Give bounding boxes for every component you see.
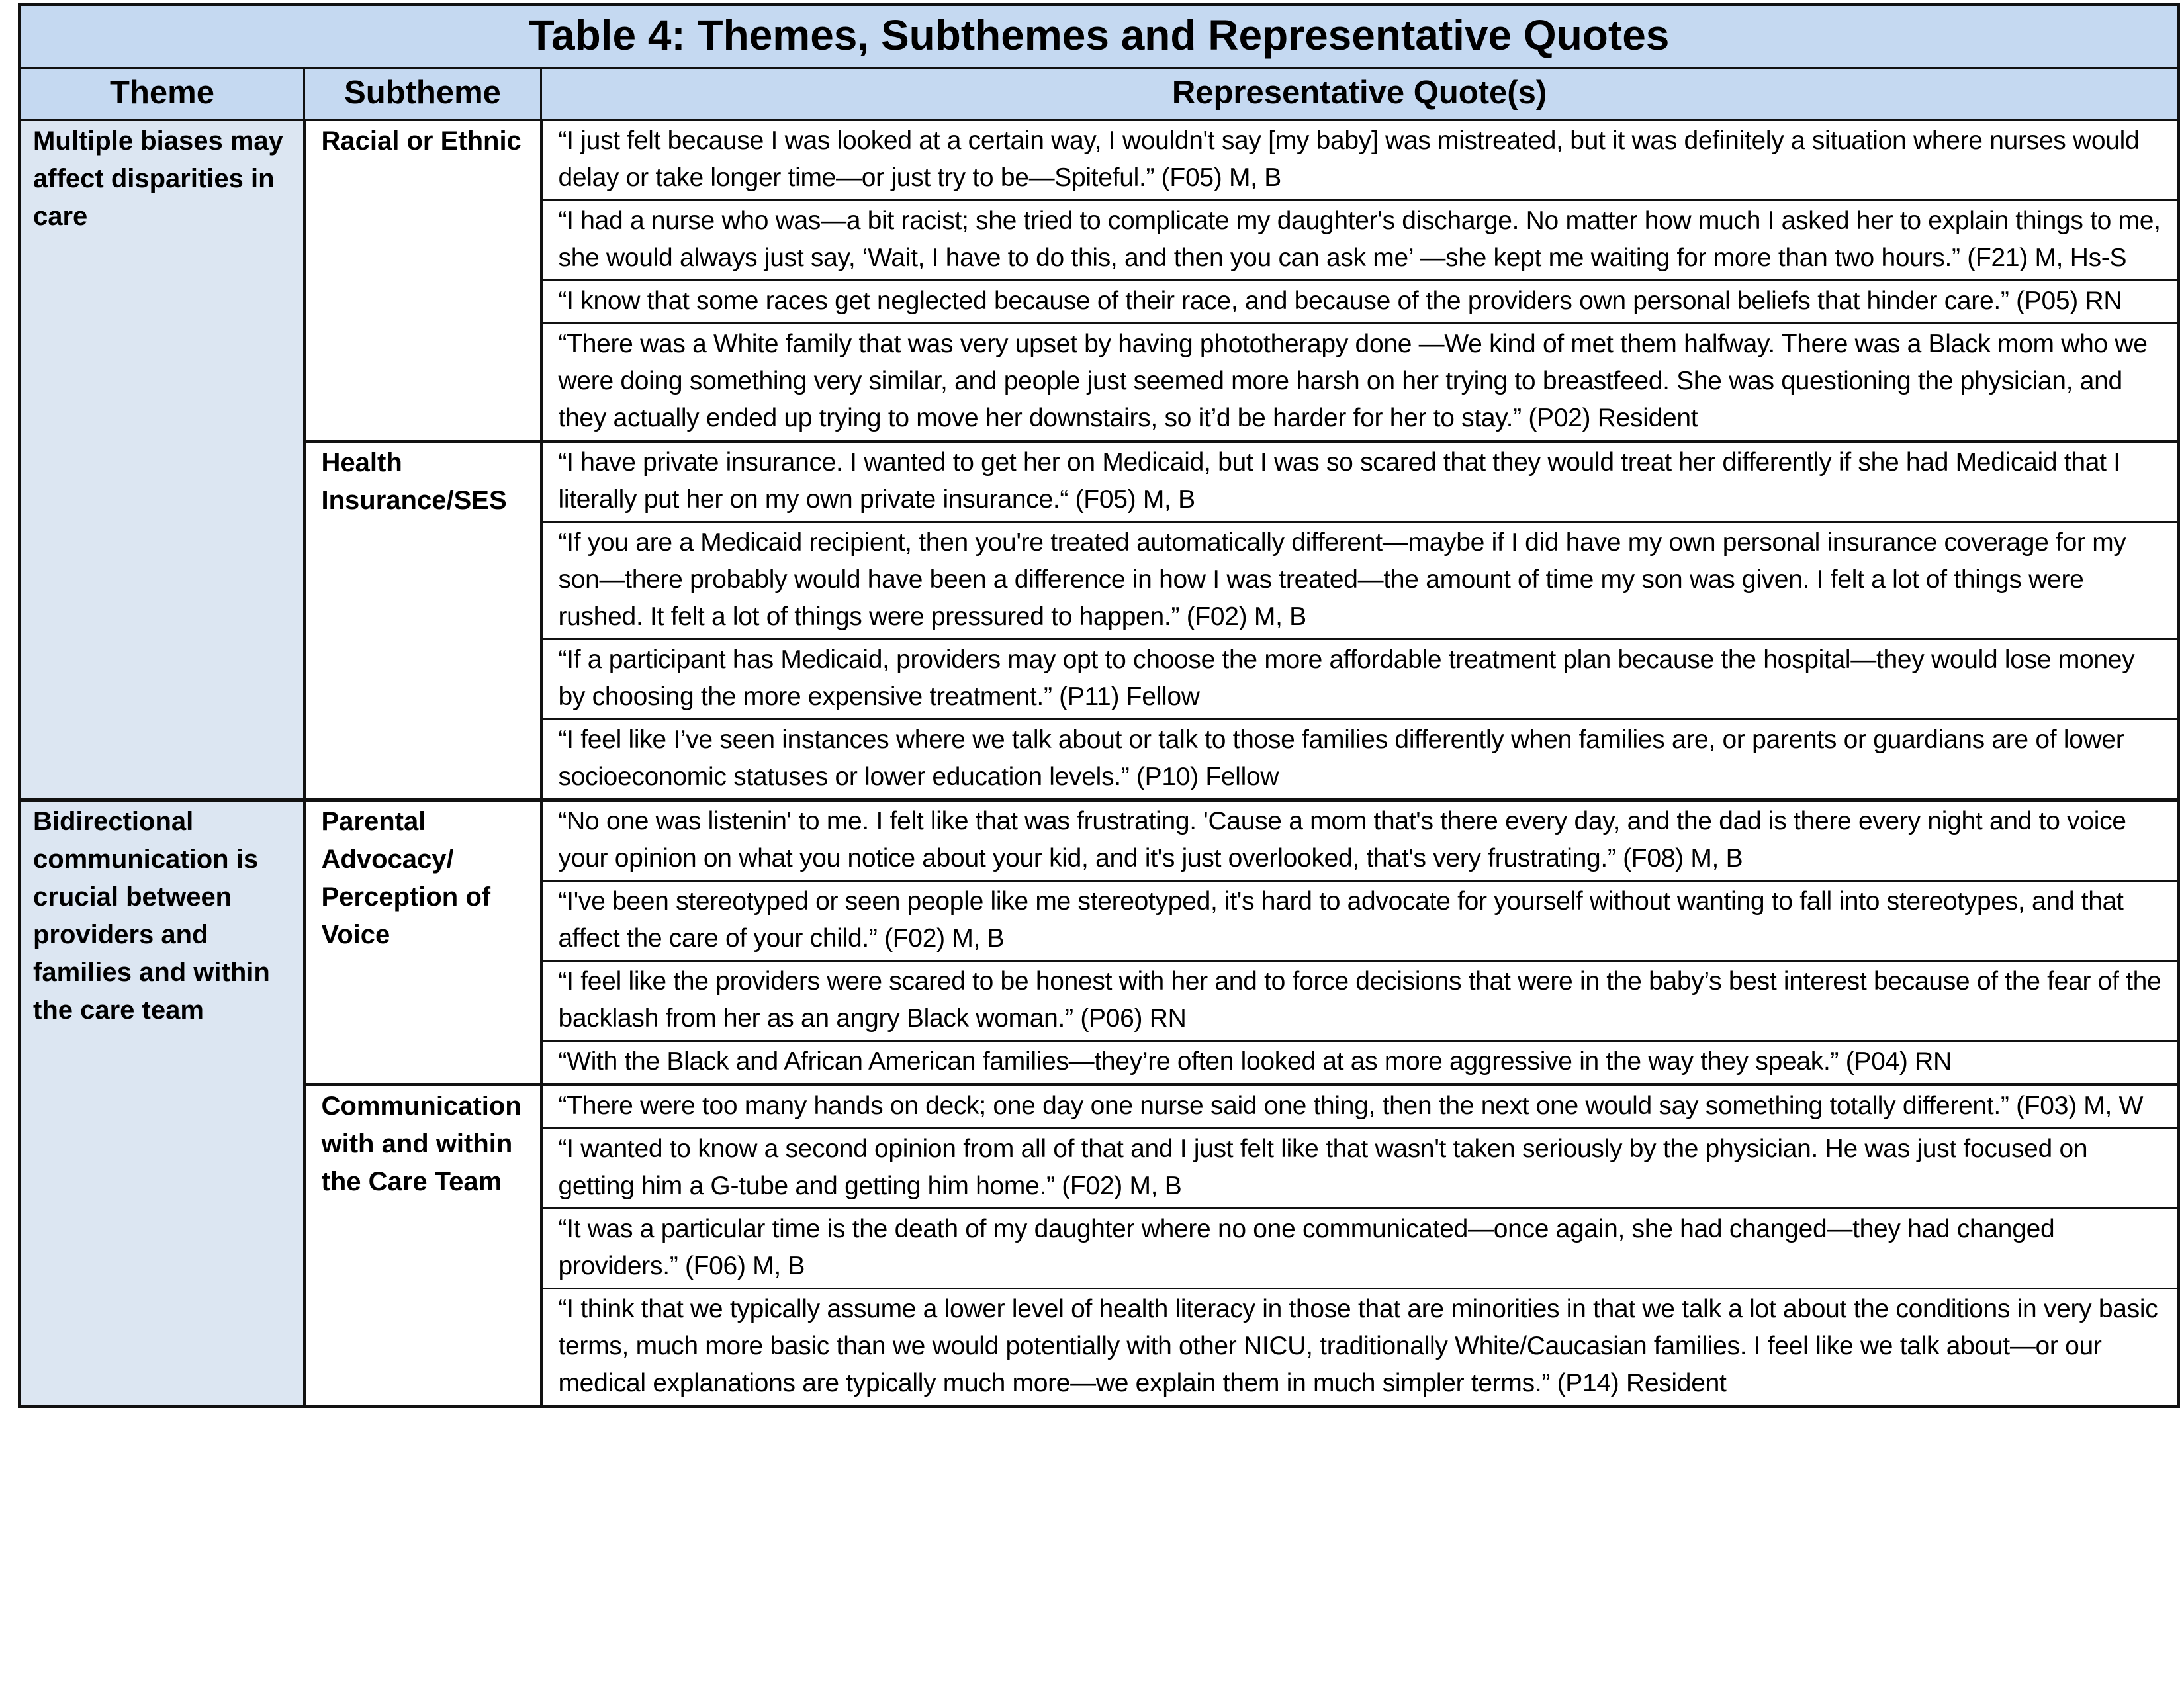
- quote-cell: “I had a nurse who was—a bit racist; she tried to complicate my daughter's discharge. No matter how much I asked her to explain things to me, she would always just say, ‘Wait, I have to do this, and then you can ask me’ —she kept me waiting for more than two hours.” (F21) M, Hs-S: [541, 201, 2179, 281]
- table-title: Table 4: Themes, Subthemes and Representative Quotes: [20, 5, 2179, 68]
- theme-cell: Bidirectional communication is crucial between providers and families and within the care team: [20, 800, 304, 1407]
- header-theme: Theme: [20, 68, 304, 120]
- theme-cell: Multiple biases may affect disparities in care: [20, 120, 304, 800]
- quote-cell: “I've been stereotyped or seen people like me stereotyped, it's hard to advocate for yourself without wanting to fall into stereotypes, and that affect the care of your child.” (F02) M, B: [541, 881, 2179, 961]
- quote-cell: “I just felt because I was looked at a certain way, I wouldn't say [my baby] was mistreated, but it was definitely a situation where nurses would delay or take longer time—or just try to be—Spiteful.” (F05) M, B: [541, 120, 2179, 201]
- subtheme-cell: Parental Advocacy/ Perception of Voice: [304, 800, 541, 1085]
- themes-table-container: [18, 3, 2177, 1408]
- header-quotes: Representative Quote(s): [541, 68, 2179, 120]
- table-row: [20, 442, 2179, 522]
- header-subtheme: Subtheme: [304, 68, 541, 120]
- quote-cell: “No one was listenin' to me. I felt like that was frustrating. 'Cause a mom that's there every day, and the dad is there every night and to voice your opinion on what you notice about your kid, and it's just overlooked, that's very frustrating.” (F08) M, B: [541, 800, 2179, 881]
- quote-cell: “I know that some races get neglected because of their race, and because of the providers own personal beliefs that hinder care.” (P05) RN: [541, 281, 2179, 324]
- quote-cell: “I wanted to know a second opinion from all of that and I just felt like that wasn't taken seriously by the physician. He was just focused on getting him a G-tube and getting him home.” (F02) M, B: [541, 1129, 2179, 1209]
- header-row: [20, 68, 2179, 120]
- quote-cell: “There were too many hands on deck; one day one nurse said one thing, then the next one would say something totally different.” (F03) M, W: [541, 1085, 2179, 1129]
- quote-cell: “I feel like the providers were scared to be honest with her and to force decisions that were in the baby’s best interest because of the fear of the backlash from her as an angry Black woman.” (P06) RN: [541, 961, 2179, 1041]
- subtheme-cell: Racial or Ethnic: [304, 120, 541, 442]
- table-row: [20, 120, 2179, 201]
- quote-cell: “I have private insurance. I wanted to get her on Medicaid, but I was so scared that they would treat her differently if she had Medicaid that I literally put her on my own private insurance.“ (F05) M, B: [541, 442, 2179, 522]
- themes-table: [18, 3, 2180, 1408]
- quote-cell: “With the Black and African American families—they’re often looked at as more aggressive in the way they speak.” (P04) RN: [541, 1041, 2179, 1085]
- quote-cell: “There was a White family that was very upset by having phototherapy done —We kind of met them halfway. There was a Black mom who we were doing something very similar, and people just seemed more harsh on her trying to breastfeed. She was questioning the physician, and they actually ended up trying to move her downstairs, so it’d be harder for her to stay.” (P02) Resident: [541, 324, 2179, 442]
- quote-cell: “If a participant has Medicaid, providers may opt to choose the more affordable treatment plan because the hospital—they would lose money by choosing the more expensive treatment.” (P11) Fellow: [541, 639, 2179, 720]
- table-row: [20, 1085, 2179, 1129]
- subtheme-cell: Health Insurance/SES: [304, 442, 541, 800]
- quote-cell: “I feel like I’ve seen instances where we talk about or talk to those families differently when families are, or parents or guardians are of lower socioeconomic statuses or lower education levels.” (P10) Fellow: [541, 720, 2179, 800]
- title-row: [20, 5, 2179, 68]
- quote-cell: “If you are a Medicaid recipient, then you're treated automatically different—maybe if I did have my own personal insurance coverage for my son—there probably would have been a difference in how I was treated—the amount of time my son was given. I felt a lot of things were rushed. It felt a lot of things were pressured to happen.” (F02) M, B: [541, 522, 2179, 639]
- table-row: [20, 800, 2179, 881]
- subtheme-cell: Communication with and within the Care Team: [304, 1085, 541, 1407]
- quote-cell: “It was a particular time is the death of my daughter where no one communicated—once again, she had changed—they had changed providers.” (F06) M, B: [541, 1209, 2179, 1289]
- quote-cell: “I think that we typically assume a lower level of health literacy in those that are minorities in that we talk a lot about the conditions in very basic terms, much more basic than we would potentially with other NICU, traditionally White/Caucasian families. I feel like we talk about—or our medical explanations are typically much more—we explain them in much simpler terms.” (P14) Resident: [541, 1289, 2179, 1407]
